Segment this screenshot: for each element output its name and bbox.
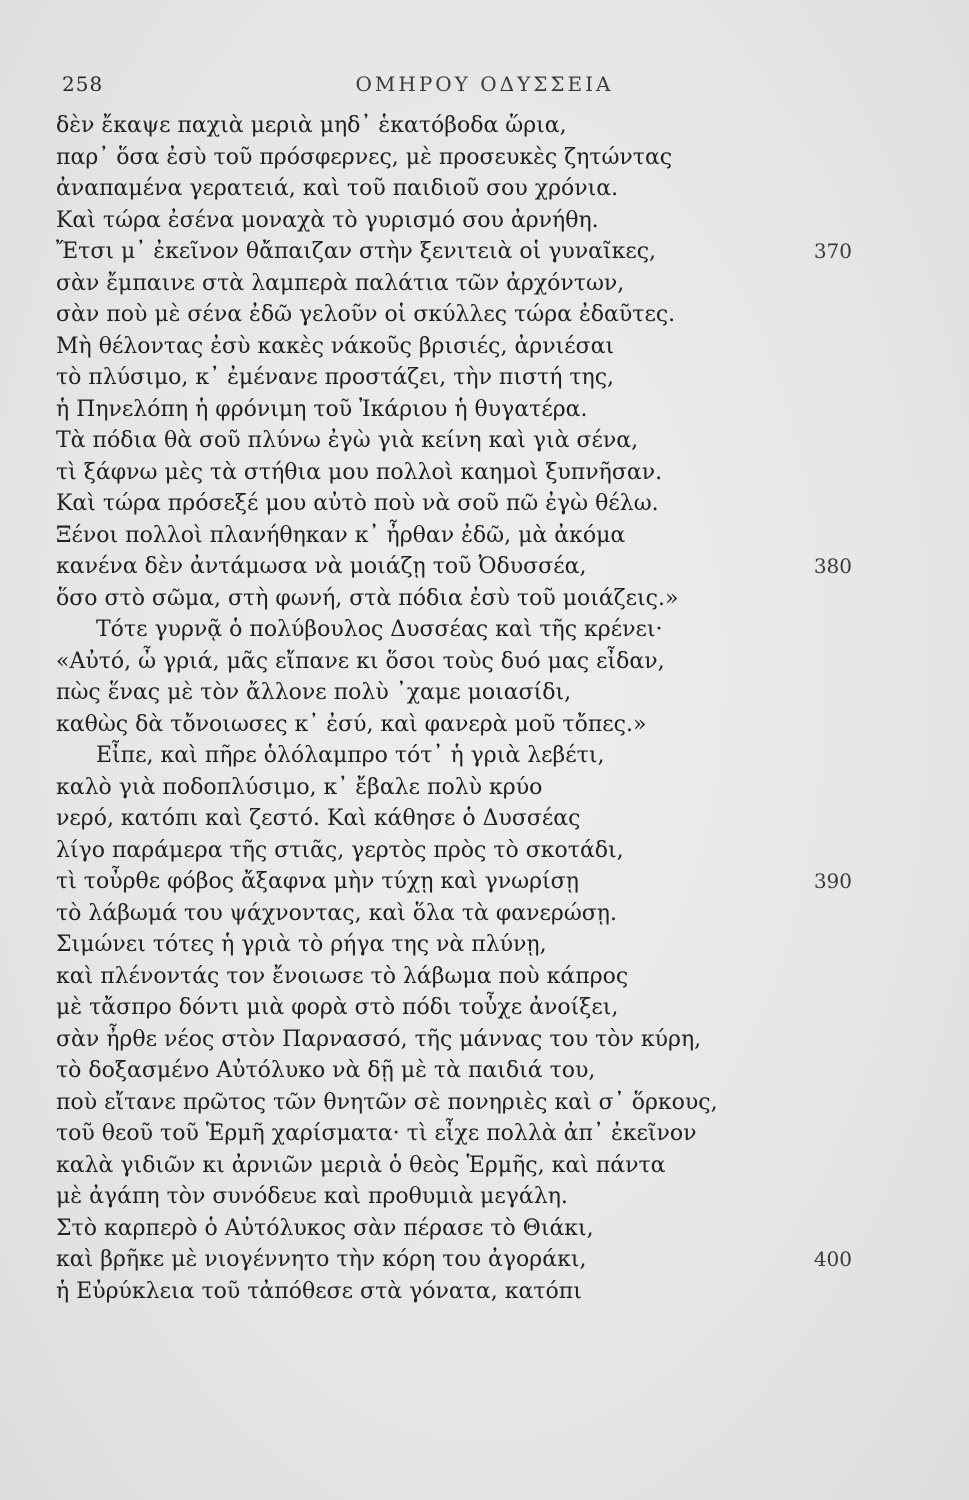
verse-line bbox=[0, 425, 969, 457]
verse-line bbox=[0, 142, 969, 174]
line-number: 370 bbox=[813, 239, 852, 263]
verse-text: κανένα δὲν ἀντάμωσα νὰ μοιάζῃ τοῦ Ὀδυσσέα, bbox=[56, 554, 587, 579]
verse-line bbox=[0, 1244, 969, 1276]
verse-line bbox=[0, 961, 969, 993]
verse-text: Μὴ θέλοντας ἐσὺ κακὲς νάκοῦς βρισιές, ἀρνιέσαι bbox=[56, 333, 615, 359]
verse-line bbox=[0, 583, 969, 615]
verse-text: σὰν ποὺ μὲ σένα ἐδῶ γελοῦν οἱ σκύλλες τώρα ἐδαῦτες. bbox=[56, 302, 676, 327]
verse-text: τὸ λάβωμά του ψάχνοντας, καὶ ὅλα τὰ φανερώσῃ. bbox=[56, 900, 617, 926]
verse-line bbox=[0, 803, 969, 835]
verse-text: σὰν ἦρθε νέος στὸν Παρνασσό, τῆς μάννας του τὸν κύρη, bbox=[56, 1026, 702, 1052]
verse-text-block bbox=[0, 110, 969, 1307]
verse-line bbox=[0, 1181, 969, 1213]
verse-line bbox=[0, 1213, 969, 1245]
verse-text: ὅσο στὸ σῶμα, στὴ φωνή, στὰ πόδια ἐσὺ τοῦ μοιάζεις.» bbox=[56, 585, 679, 611]
running-head: ΟΜΗΡΟΥ ΟΔΥΣΣΕΙΑ bbox=[355, 72, 614, 96]
verse-line bbox=[0, 898, 969, 930]
verse-text: Σιμώνει τότες ἡ γριὰ τὸ ρήγα της νὰ πλύνῃ, bbox=[56, 932, 547, 957]
verse-line bbox=[0, 646, 969, 678]
verse-text: ἡ Πηνελόπη ἡ φρόνιμη τοῦ Ἰκάριου ἡ θυγατέρα. bbox=[56, 396, 588, 422]
line-number: 380 bbox=[813, 554, 852, 578]
verse-text: καλὰ γιδιῶν κι ἀρνιῶν μεριὰ ὁ θεὸς Ἑρμῆς, καὶ πάντα bbox=[56, 1152, 666, 1178]
verse-text: δὲν ἔκαψε παχιὰ μεριὰ μηδ᾽ ἑκατόβοδα ὥρια, bbox=[56, 113, 567, 138]
verse-line bbox=[0, 236, 969, 268]
verse-line bbox=[0, 173, 969, 205]
page-header bbox=[0, 66, 969, 102]
line-number: 400 bbox=[813, 1247, 852, 1271]
verse-line bbox=[0, 331, 969, 363]
verse-text: μὲ ἀγάπη τὸν συνόδευε καὶ προθυμιὰ μεγάλη. bbox=[56, 1184, 568, 1209]
verse-text: «Αὐτό, ὦ γριά, μᾶς εἴπανε κι ὅσοι τοὺς δυό μας εἶδαν, bbox=[56, 648, 665, 674]
verse-line bbox=[0, 614, 969, 646]
verse-text: ἀναπαμένα γερατειά, καὶ τοῦ παιδιοῦ σου χρόνια. bbox=[56, 176, 619, 201]
verse-line bbox=[0, 1055, 969, 1087]
verse-text: τὸ πλύσιμο, κ᾽ ἐμένανε προστάζει, τὴν πιστή της, bbox=[56, 365, 615, 390]
verse-text: καὶ βρῆκε μὲ νιογέννητο τὴν κόρη του ἀγοράκι, bbox=[56, 1247, 587, 1272]
verse-line bbox=[0, 268, 969, 300]
verse-text: τὶ ξάφνω μὲς τὰ στήθια μου πολλοὶ καημοὶ ξυπνῆσαν. bbox=[56, 459, 663, 485]
verse-line bbox=[0, 110, 969, 142]
verse-text: λίγο παράμερα τῆς στιᾶς, γερτὸς πρὸς τὸ σκοτάδι, bbox=[56, 837, 624, 863]
verse-line bbox=[0, 205, 969, 237]
verse-line bbox=[0, 488, 969, 520]
verse-text: παρ᾽ ὅσα ἐσὺ τοῦ πρόσφερνες, μὲ προσευκὲς ζητώντας bbox=[56, 144, 673, 170]
verse-text: πὼς ἕνας μὲ τὸν ἄλλονε πολὺ ᾽χαμε μοιασίδι, bbox=[56, 680, 572, 705]
verse-line bbox=[0, 709, 969, 741]
verse-line bbox=[0, 520, 969, 552]
line-number: 390 bbox=[813, 869, 852, 893]
verse-line bbox=[0, 740, 969, 772]
verse-line bbox=[0, 394, 969, 426]
verse-text: τοῦ θεοῦ τοῦ Ἑρμῆ χαρίσματα· τὶ εἶχε πολλὰ ἀπ᾽ ἐκεῖνον bbox=[56, 1121, 697, 1146]
verse-line bbox=[0, 772, 969, 804]
verse-line bbox=[0, 551, 969, 583]
verse-text: τὶ τοὖρθε φόβος ἄξαφνα μὴν τύχῃ καὶ γνωρίσῃ bbox=[56, 869, 579, 894]
verse-text: Ἔτσι μ᾽ ἐκεῖνον θἄπαιζαν στὴν ξενιτειὰ οἱ γυναῖκες, bbox=[56, 239, 657, 264]
verse-text: καθὼς δὰ τὄνοιωσες κ᾽ ἐσύ, καὶ φανερὰ μοῦ τὄπες.» bbox=[56, 711, 647, 737]
verse-line bbox=[0, 929, 969, 961]
verse-line bbox=[0, 457, 969, 489]
verse-line bbox=[0, 299, 969, 331]
verse-text: Στὸ καρπερὸ ὁ Αὐτόλυκος σὰν πέρασε τὸ Θιάκι, bbox=[56, 1215, 594, 1241]
verse-text: Καὶ τώρα πρόσεξέ μου αὐτὸ ποὺ νὰ σοῦ πῶ ἐγὼ θέλω. bbox=[56, 491, 659, 516]
verse-line bbox=[0, 1118, 969, 1150]
verse-text: Ξένοι πολλοὶ πλανήθηκαν κ᾽ ἦρθαν ἐδῶ, μὰ ἀκόμα bbox=[56, 522, 626, 548]
verse-line bbox=[0, 992, 969, 1024]
verse-line bbox=[0, 1276, 969, 1308]
verse-text: καὶ πλένοντάς τον ἔνοιωσε τὸ λάβωμα ποὺ κάπρος bbox=[56, 963, 629, 989]
verse-text: τὸ δοξασμένο Αὐτόλυκο νὰ δῇ μὲ τὰ παιδιά του, bbox=[56, 1058, 596, 1083]
verse-line bbox=[0, 362, 969, 394]
verse-text: Καὶ τώρα ἐσένα μοναχὰ τὸ γυρισμό σου ἀρνήθη. bbox=[56, 207, 599, 233]
verse-line bbox=[0, 866, 969, 898]
verse-text: ἡ Εὐρύκλεια τοῦ τἀπόθεσε στὰ γόνατα, κατόπι bbox=[56, 1278, 582, 1304]
verse-line bbox=[0, 1087, 969, 1119]
verse-line bbox=[0, 1024, 969, 1056]
verse-text: καλὸ γιὰ ποδοπλύσιμο, κ᾽ ἔβαλε πολὺ κρύο bbox=[56, 774, 543, 800]
verse-line bbox=[0, 835, 969, 867]
verse-line bbox=[0, 677, 969, 709]
verse-text: νερό, κατόπι καὶ ζεστό. Καὶ κάθησε ὁ Δυσσέας bbox=[56, 806, 581, 831]
verse-text: σὰν ἔμπαινε στὰ λαμπερὰ παλάτια τῶν ἀρχόντων, bbox=[56, 270, 625, 296]
verse-text: Εἶπε, καὶ πῆρε ὁλόλαμπρο τότ᾽ ἡ γριὰ λεβέτι, bbox=[96, 743, 605, 768]
verse-text: μὲ τἄσπρο δόντι μιὰ φορὰ στὸ πόδι τοὖχε ἀνοίξει, bbox=[56, 995, 619, 1020]
verse-line bbox=[0, 1150, 969, 1182]
page-number: 258 bbox=[62, 72, 104, 96]
verse-text: Τότε γυρνᾷ ὁ πολύβουλος Δυσσέας καὶ τῆς κρένει· bbox=[96, 617, 663, 642]
verse-text: Τὰ πόδια θὰ σοῦ πλύνω ἐγὼ γιὰ κείνη καὶ γιὰ σένα, bbox=[56, 428, 639, 453]
verse-text: ποὺ εἴτανε πρῶτος τῶν θνητῶν σὲ πονηριὲς καὶ σ᾽ ὅρκους, bbox=[56, 1089, 718, 1115]
